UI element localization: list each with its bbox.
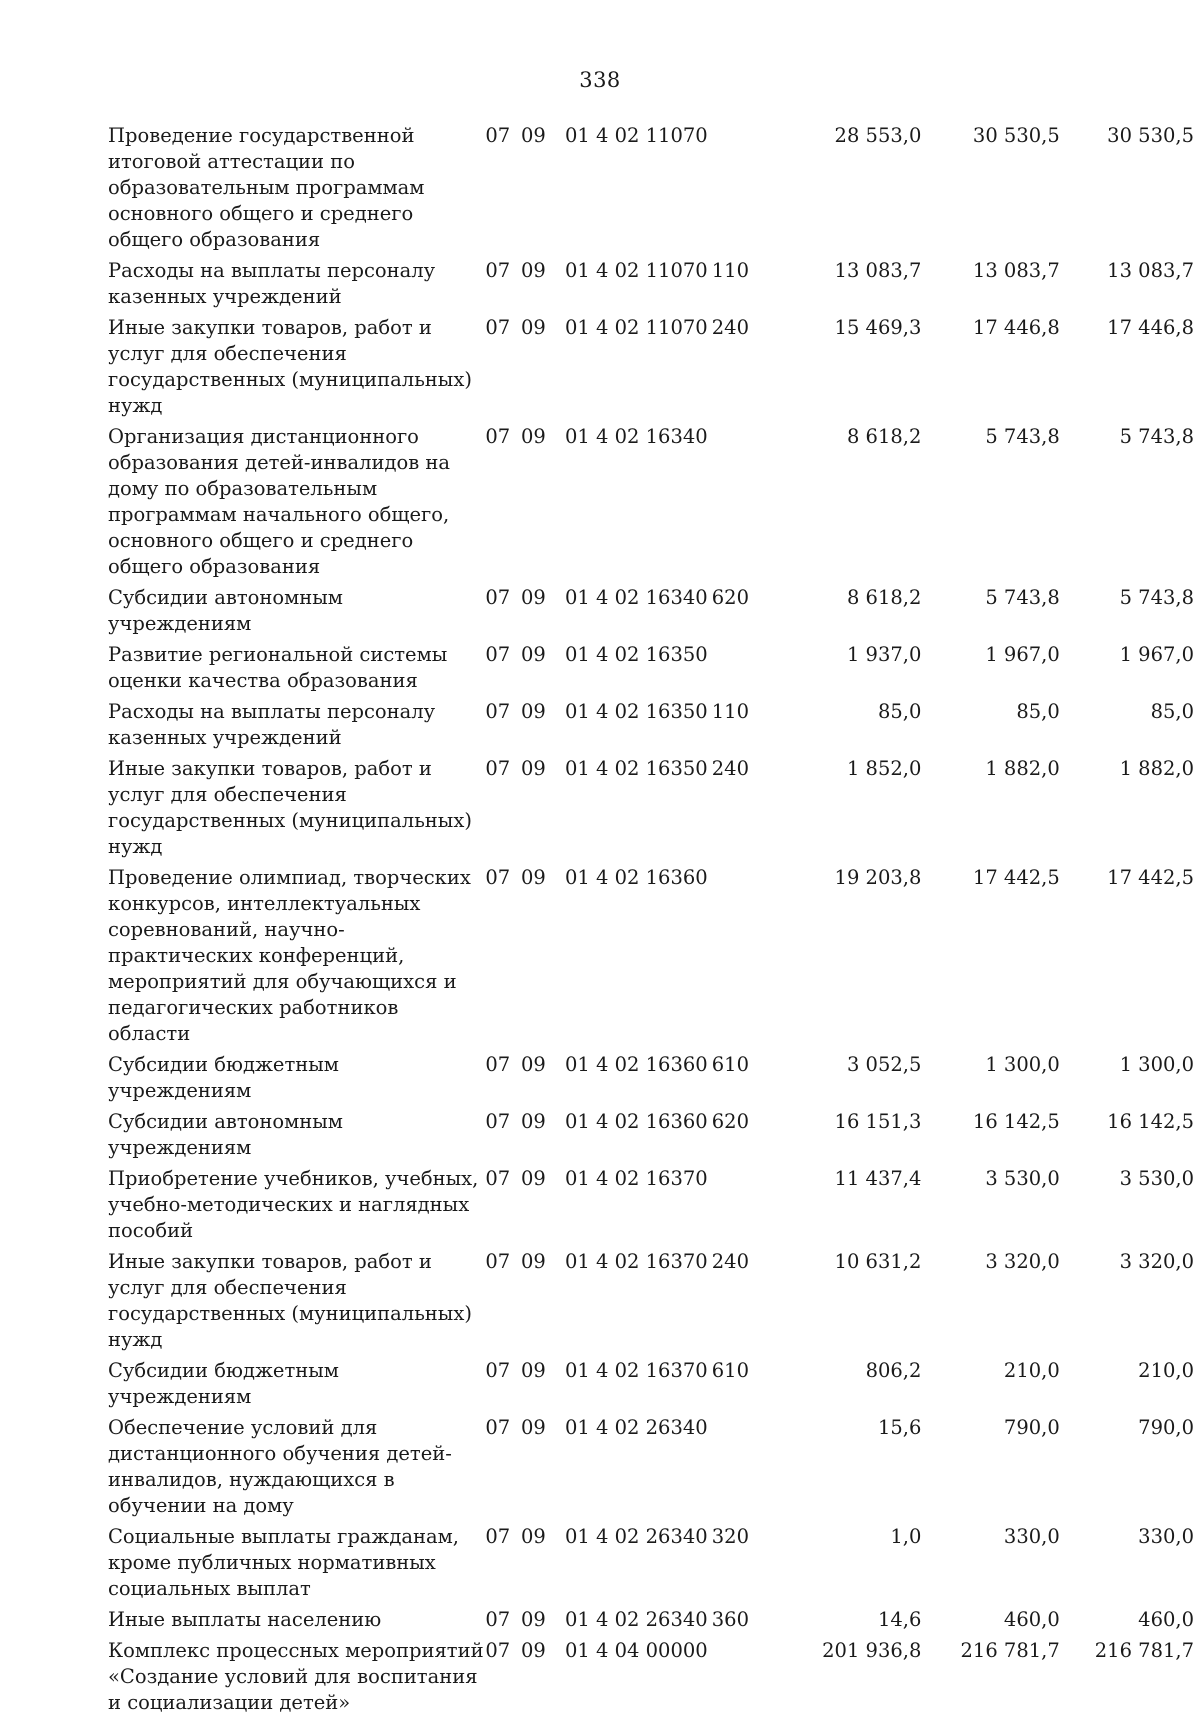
subsection-code: 09	[521, 316, 546, 339]
subsection-code: 09	[521, 586, 546, 609]
amount-year-1: 8 618,2	[846, 586, 922, 609]
subsection-code: 09	[521, 1608, 546, 1631]
table-row	[108, 258, 1194, 315]
section-code: 07	[485, 1416, 511, 1439]
expense-type-code: 320	[711, 1525, 749, 1548]
expense-name: Проведение олимпиад, творческих конкурсов, интеллектуальных соревнований, научно-практических конференций, мероприятий для обучающихся и педагогических работников области	[108, 866, 471, 1045]
expense-name: Комплекс процессных мероприятий «Создание условий для воспитания и социализации детей»	[108, 1639, 484, 1714]
subsection-code: 09	[521, 1639, 546, 1662]
table-row	[108, 1166, 1194, 1249]
expense-type-code: 240	[711, 757, 749, 780]
table-row	[108, 1109, 1194, 1166]
table-row	[108, 1249, 1194, 1358]
expense-name: Расходы на выплаты персоналу казенных учреждений	[108, 700, 436, 749]
expense-type-code: 620	[711, 586, 749, 609]
expense-type-code	[712, 1166, 770, 1249]
section-code: 07	[485, 757, 511, 780]
table-row	[108, 123, 1194, 258]
amount-year-2: 3 320,0	[985, 1250, 1060, 1273]
amount-year-3: 1 967,0	[1119, 643, 1194, 666]
amount-year-1: 1 937,0	[846, 643, 922, 666]
expense-type-code: 610	[711, 1053, 749, 1076]
subsection-code: 09	[521, 866, 546, 889]
section-code: 07	[485, 1608, 511, 1631]
subsection-code: 09	[521, 757, 546, 780]
section-code: 07	[485, 586, 511, 609]
expense-name: Субсидии бюджетным учреждениям	[108, 1053, 339, 1102]
expense-type-code	[712, 424, 770, 585]
target-article-code: 01 4 02 16370	[565, 1167, 708, 1190]
table-row	[108, 699, 1194, 756]
table-row	[108, 642, 1194, 699]
amount-year-2: 216 781,7	[960, 1639, 1060, 1662]
expense-type-code: 620	[711, 1110, 749, 1133]
target-article-code: 01 4 02 16360	[565, 1110, 708, 1133]
section-code: 07	[485, 316, 511, 339]
section-code: 07	[485, 1250, 511, 1273]
amount-year-1: 806,2	[865, 1359, 922, 1382]
amount-year-3: 210,0	[1138, 1359, 1194, 1382]
subsection-code: 09	[521, 1167, 546, 1190]
expense-name: Иные выплаты населению	[108, 1608, 382, 1631]
subsection-code: 09	[521, 425, 546, 448]
amount-year-3: 790,0	[1138, 1416, 1194, 1439]
expense-name: Приобретение учебников, учебных, учебно-методических и наглядных пособий	[108, 1167, 479, 1242]
expense-type-code	[712, 1415, 770, 1524]
table-row	[108, 1415, 1194, 1524]
amount-year-1: 85,0	[877, 700, 922, 723]
table-row	[108, 1358, 1194, 1415]
page-number: 338	[579, 68, 621, 92]
target-article-code: 01 4 02 16350	[565, 757, 708, 780]
expense-type-code: 110	[711, 259, 749, 282]
target-article-code: 01 4 02 16370	[565, 1359, 708, 1382]
expense-name: Обеспечение условий для дистанционного обучения детей-инвалидов, нуждающихся в обучении на дому	[108, 1416, 452, 1517]
subsection-code: 09	[521, 1110, 546, 1133]
amount-year-1: 10 631,2	[834, 1250, 922, 1273]
amount-year-1: 8 618,2	[846, 425, 922, 448]
expense-type-code: 240	[711, 1250, 749, 1273]
table-row	[108, 1052, 1194, 1109]
subsection-code: 09	[521, 124, 546, 147]
amount-year-2: 330,0	[1003, 1525, 1060, 1548]
table-row	[108, 865, 1194, 1052]
target-article-code: 01 4 02 26340	[565, 1525, 708, 1548]
section-code: 07	[485, 1639, 511, 1662]
amount-year-1: 28 553,0	[834, 124, 922, 147]
amount-year-2: 85,0	[1016, 700, 1060, 723]
target-article-code: 01 4 02 16340	[565, 586, 708, 609]
subsection-code: 09	[521, 1250, 546, 1273]
table-row	[108, 1524, 1194, 1607]
target-article-code: 01 4 02 16350	[565, 700, 708, 723]
amount-year-1: 1,0	[890, 1525, 922, 1548]
amount-year-2: 3 530,0	[985, 1167, 1060, 1190]
table-row	[108, 424, 1194, 585]
section-code: 07	[485, 1110, 511, 1133]
amount-year-2: 5 743,8	[985, 586, 1060, 609]
expense-type-code: 110	[711, 700, 749, 723]
amount-year-2: 1 882,0	[985, 757, 1060, 780]
section-code: 07	[485, 1359, 511, 1382]
subsection-code: 09	[521, 1053, 546, 1076]
amount-year-1: 13 083,7	[834, 259, 922, 282]
target-article-code: 01 4 02 11070	[565, 124, 708, 147]
table-row	[108, 756, 1194, 865]
expense-name: Иные закупки товаров, работ и услуг для обеспечения государственных (муниципальных) нужд	[108, 1250, 472, 1351]
table-row	[108, 585, 1194, 642]
amount-year-1: 3 052,5	[846, 1053, 922, 1076]
amount-year-3: 3 320,0	[1119, 1250, 1194, 1273]
amount-year-3: 30 530,5	[1107, 124, 1194, 147]
target-article-code: 01 4 02 11070	[565, 259, 708, 282]
section-code: 07	[485, 1053, 511, 1076]
target-article-code: 01 4 02 16360	[565, 866, 708, 889]
amount-year-1: 15,6	[877, 1416, 922, 1439]
amount-year-3: 17 442,5	[1107, 866, 1194, 889]
amount-year-3: 85,0	[1150, 700, 1194, 723]
expense-name: Проведение государственной итоговой аттестации по образовательным программам основного общего и среднего общего образования	[108, 124, 425, 251]
amount-year-3: 216 781,7	[1094, 1639, 1194, 1662]
subsection-code: 09	[521, 643, 546, 666]
amount-year-3: 13 083,7	[1107, 259, 1194, 282]
target-article-code: 01 4 02 26340	[565, 1416, 708, 1439]
expense-type-code	[712, 123, 770, 258]
section-code: 07	[485, 425, 511, 448]
amount-year-3: 1 882,0	[1119, 757, 1194, 780]
expense-name: Организация дистанционного образования детей-инвалидов на дому по образовательным программам начального общего, основного общего и среднего общего образования	[108, 425, 451, 578]
target-article-code: 01 4 02 11070	[565, 316, 708, 339]
expense-name: Иные закупки товаров, работ и услуг для обеспечения государственных (муниципальных) нужд	[108, 757, 472, 858]
expense-type-code	[712, 642, 770, 699]
expense-name: Иные закупки товаров, работ и услуг для обеспечения государственных (муниципальных) нужд	[108, 316, 472, 417]
amount-year-3: 330,0	[1138, 1525, 1194, 1548]
expense-type-code: 240	[711, 316, 749, 339]
amount-year-2: 17 442,5	[972, 866, 1060, 889]
amount-year-2: 1 967,0	[985, 643, 1060, 666]
target-article-code: 01 4 02 16350	[565, 643, 708, 666]
section-code: 07	[485, 259, 511, 282]
subsection-code: 09	[521, 1359, 546, 1382]
amount-year-2: 790,0	[1003, 1416, 1060, 1439]
expense-name: Социальные выплаты гражданам, кроме публичных нормативных социальных выплат	[108, 1525, 459, 1600]
amount-year-1: 15 469,3	[834, 316, 922, 339]
expense-type-code: 610	[711, 1359, 749, 1382]
amount-year-2: 5 743,8	[985, 425, 1060, 448]
table-row	[108, 1638, 1194, 1721]
amount-year-2: 210,0	[1003, 1359, 1060, 1382]
target-article-code: 01 4 02 16360	[565, 1053, 708, 1076]
amount-year-2: 460,0	[1003, 1608, 1060, 1631]
amount-year-3: 1 300,0	[1119, 1053, 1194, 1076]
subsection-code: 09	[521, 1416, 546, 1439]
target-article-code: 01 4 04 00000	[565, 1639, 708, 1662]
budget-table	[108, 123, 1194, 1721]
amount-year-2: 13 083,7	[972, 259, 1060, 282]
expense-type-code	[712, 865, 770, 1052]
expense-name: Субсидии автономным учреждениям	[108, 586, 343, 635]
amount-year-1: 201 936,8	[822, 1639, 922, 1662]
table-row	[108, 1607, 1194, 1638]
table-row	[108, 315, 1194, 424]
amount-year-3: 16 142,5	[1107, 1110, 1194, 1133]
expense-name: Субсидии автономным учреждениям	[108, 1110, 343, 1159]
amount-year-3: 17 446,8	[1107, 316, 1194, 339]
amount-year-2: 30 530,5	[972, 124, 1060, 147]
subsection-code: 09	[521, 259, 546, 282]
subsection-code: 09	[521, 700, 546, 723]
amount-year-2: 1 300,0	[985, 1053, 1060, 1076]
section-code: 07	[485, 1525, 511, 1548]
amount-year-2: 17 446,8	[972, 316, 1060, 339]
expense-name: Развитие региональной системы оценки качества образования	[108, 643, 448, 692]
expense-type-code	[712, 1638, 770, 1721]
section-code: 07	[485, 124, 511, 147]
section-code: 07	[485, 866, 511, 889]
amount-year-3: 5 743,8	[1119, 586, 1194, 609]
amount-year-3: 5 743,8	[1119, 425, 1194, 448]
amount-year-1: 19 203,8	[834, 866, 922, 889]
table-body	[108, 123, 1194, 1721]
target-article-code: 01 4 02 16340	[565, 425, 708, 448]
amount-year-1: 1 852,0	[846, 757, 922, 780]
target-article-code: 01 4 02 26340	[565, 1608, 708, 1631]
expense-name: Субсидии бюджетным учреждениям	[108, 1359, 339, 1408]
amount-year-1: 11 437,4	[834, 1167, 922, 1190]
amount-year-3: 3 530,0	[1119, 1167, 1194, 1190]
amount-year-1: 14,6	[877, 1608, 922, 1631]
section-code: 07	[485, 700, 511, 723]
amount-year-1: 16 151,3	[834, 1110, 922, 1133]
expense-type-code: 360	[711, 1608, 749, 1631]
target-article-code: 01 4 02 16370	[565, 1250, 708, 1273]
section-code: 07	[485, 1167, 511, 1190]
amount-year-2: 16 142,5	[972, 1110, 1060, 1133]
section-code: 07	[485, 643, 511, 666]
amount-year-3: 460,0	[1138, 1608, 1194, 1631]
expense-name: Расходы на выплаты персоналу казенных учреждений	[108, 259, 436, 308]
subsection-code: 09	[521, 1525, 546, 1548]
